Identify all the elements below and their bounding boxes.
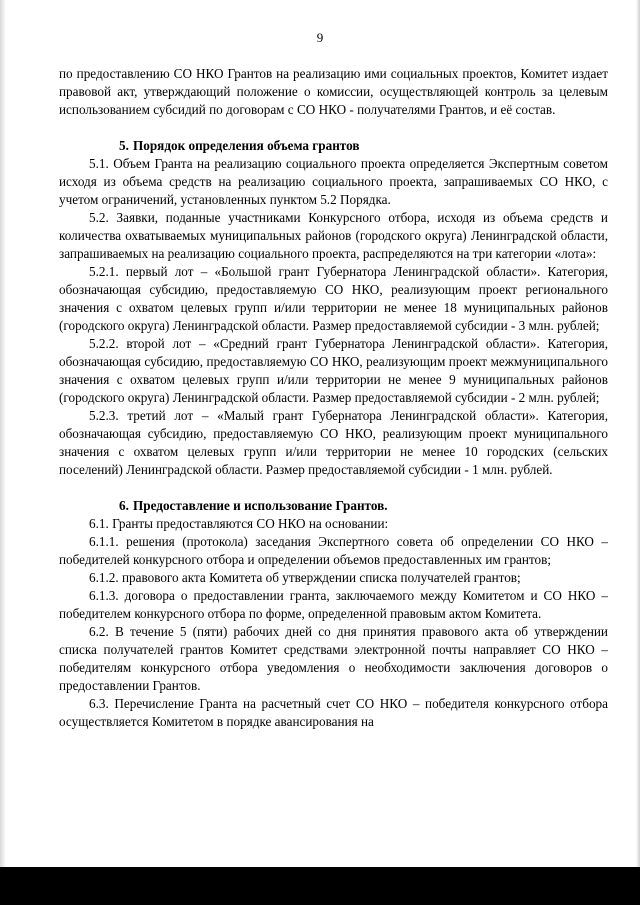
paragraph-5-1: 5.1. Объем Гранта на реализацию социального проекта определяется Экспертным советом исходя из объема средств на реализацию социального проекта, запрашиваемых СО НКО, с учетом ограничений, установленных пунктом 5.2 Порядка. [59,156,608,207]
document-body [59,65,608,731]
paragraph-5-2-3: 5.2.3. третий лот – «Малый грант Губернатора Ленинградской области». Категория, обозначающая субсидию, предоставляемую СО НКО, реализующим проект муниципального значения с охватом целевых групп и/или территории не менее 10 городских (сельских поселений) Ленинградской области. Размер предоставляемой субсидии - 1 млн. рублей. [59,408,608,477]
paragraph-6-3: 6.3. Перечисление Гранта на расчетный счет СО НКО – победителя конкурсного отбора осуществляется Комитетом в порядке авансирования на [59,696,608,729]
scan-edge-right [636,0,640,905]
intro-paragraph: по предоставлению СО НКО Грантов на реализацию ими социальных проектов, Комитет издает правовой акт, утверждающий положение о комиссии, осуществляющей контроль за целевым использованием субсидий по договорам с СО НКО - получателями Грантов, и её состав. [59,66,608,117]
section-5-number: 5. [119,138,129,153]
paragraph-6-2: 6.2. В течение 5 (пяти) рабочих дней со дня принятия правового акта об утверждении списка получателей грантов Комитет средствами электронной почты направляет СО НКО – победителям конкурсного отбора уведомления о необходимости заключения договоров о предоставлении Грантов. [59,624,608,693]
section-6-heading [59,497,608,515]
scan-edge-left [0,0,6,905]
page-number: 9 [316,30,324,45]
section-5-title: Порядок определения объема грантов [133,138,360,153]
paragraph-6-1-3: 6.1.3. договора о предоставлении гранта, заключаемого между Комитетом и СО НКО – победителем конкурсного отбора по форме, определенной правовым актом Комитета. [59,588,608,621]
paragraph-5-2-2: 5.2.2. второй лот – «Средний грант Губернатора Ленинградской области». Категория, обозначающая субсидию, предоставляемую СО НКО, реализующим проект межмуниципального значения с охватом целевых групп и/или территории не менее 9 муниципальных районов (городского округа) Ленинградской области. Размер предоставляемой субсидии - 2 млн. рублей; [59,336,608,405]
scan-bottom-border [0,867,640,905]
paragraph-5-2: 5.2. Заявки, поданные участниками Конкурсного отбора, исходя из объема средств и количества охватываемых муниципальных районов (городского округа) Ленинградской области, запрашиваемых на реализацию социального проекта, распределяются на три категории «лота»: [59,210,608,261]
section-6-number: 6. [119,498,129,513]
paragraph-6-1-2: 6.1.2. правового акта Комитета об утверждении списка получателей грантов; [89,570,521,585]
paragraph-6-1: 6.1. Гранты предоставляются СО НКО на основании: [89,516,389,531]
paragraph-6-1-1: 6.1.1. решения (протокола) заседания Экспертного совета об определении СО НКО – победителей конкурсного отбора и определении объемов предоставленных им грантов; [59,534,608,567]
section-5-heading [59,137,608,155]
paragraph-5-2-1: 5.2.1. первый лот – «Большой грант Губернатора Ленинградской области». Категория, обозначающая субсидию, предоставляемую СО НКО, реализующим проект регионального значения с охватом целевых групп и/или территории не менее 18 муниципальных районов (городского округа) Ленинградской области. Размер предоставляемой субсидии - 3 млн. рублей; [59,264,608,333]
section-6-title: Предоставление и использование Грантов. [133,498,388,513]
